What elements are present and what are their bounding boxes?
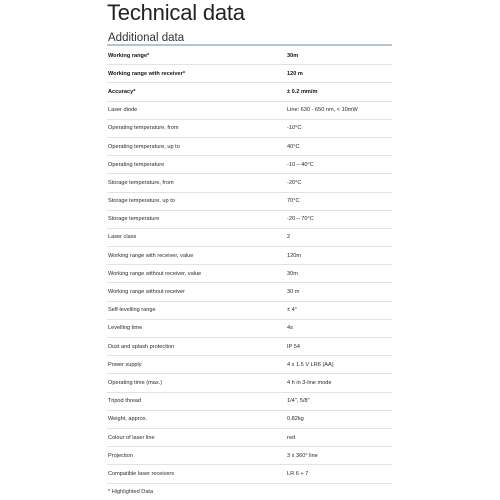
spec-row	[107, 301, 392, 319]
spec-value: 40°C	[287, 137, 392, 155]
spec-value: 120 m	[287, 65, 392, 83]
spec-row	[107, 465, 392, 483]
spec-value: -20°C	[287, 174, 392, 192]
spec-label: Self-levelling range	[107, 301, 287, 319]
spec-row	[107, 65, 392, 83]
spec-value: 4 x 1.5 V LR6 (AA)	[287, 356, 392, 374]
spec-label: Working range without receiver	[107, 283, 287, 301]
spec-label: Storage temperature, from	[107, 174, 287, 192]
spec-value: 0.82kg	[287, 410, 392, 428]
spec-row	[107, 428, 392, 446]
page-title: Technical data	[107, 0, 245, 25]
spec-value: ± 0.2 mm/m	[287, 83, 392, 101]
spec-label: Levelling time	[107, 319, 287, 337]
spec-row	[107, 319, 392, 337]
footnote: * Highlighted Data	[108, 489, 154, 495]
spec-row	[107, 192, 392, 210]
spec-row	[107, 210, 392, 228]
spec-table	[107, 47, 392, 484]
spec-row	[107, 119, 392, 137]
spec-label: Compatible laser receivers	[107, 465, 287, 483]
spec-label: Working range without receiver, value	[107, 265, 287, 283]
spec-label: Colour of laser line	[107, 428, 287, 446]
spec-row	[107, 410, 392, 428]
spec-label: Laser diode	[107, 101, 287, 119]
spec-row	[107, 356, 392, 374]
spec-label: Working range with receiver, value	[107, 247, 287, 265]
spec-label: Operating temperature, up to	[107, 137, 287, 155]
spec-label: Accuracy*	[107, 83, 287, 101]
spec-row	[107, 392, 392, 410]
section-title: Additional data	[108, 32, 185, 44]
spec-label: Working range*	[107, 47, 287, 65]
spec-table-body	[107, 47, 392, 483]
spec-label: Operating time (max.)	[107, 374, 287, 392]
spec-row	[107, 228, 392, 246]
section-divider	[107, 44, 392, 46]
spec-value: 70°C	[287, 192, 392, 210]
spec-label: Operating temperature, from	[107, 119, 287, 137]
spec-value: 30m	[287, 265, 392, 283]
spec-label: Power supply	[107, 356, 287, 374]
spec-value: 30m	[287, 47, 392, 65]
spec-value: 4 h in 3-line mode	[287, 374, 392, 392]
spec-row	[107, 174, 392, 192]
spec-value: 2	[287, 228, 392, 246]
spec-value: 120m	[287, 247, 392, 265]
spec-row	[107, 156, 392, 174]
spec-value: ± 4°	[287, 301, 392, 319]
spec-value: 3 x 360° line	[287, 447, 392, 465]
spec-row	[107, 265, 392, 283]
spec-value: 1/4", 5/8"	[287, 392, 392, 410]
spec-row	[107, 83, 392, 101]
spec-value: IP 54	[287, 338, 392, 356]
spec-row	[107, 338, 392, 356]
spec-label: Weight, approx.	[107, 410, 287, 428]
spec-label: Laser class	[107, 228, 287, 246]
spec-value: Line: 630 - 650 nm, < 10mW	[287, 101, 392, 119]
spec-row	[107, 374, 392, 392]
spec-row	[107, 47, 392, 65]
spec-value: 4s	[287, 319, 392, 337]
spec-value: LR 6 + 7	[287, 465, 392, 483]
spec-row	[107, 101, 392, 119]
spec-row	[107, 247, 392, 265]
spec-label: Working range with receiver*	[107, 65, 287, 83]
spec-label: Projection	[107, 447, 287, 465]
spec-value: 30 m	[287, 283, 392, 301]
spec-label: Tripod thread	[107, 392, 287, 410]
spec-value: -10°C	[287, 119, 392, 137]
spec-label: Storage temperature, up to	[107, 192, 287, 210]
spec-label: Operating temperature	[107, 156, 287, 174]
spec-row	[107, 283, 392, 301]
spec-row	[107, 447, 392, 465]
spec-value: -10 – 40°C	[287, 156, 392, 174]
spec-value: -20 – 70°C	[287, 210, 392, 228]
spec-label: Dust and splash protection	[107, 338, 287, 356]
spec-row	[107, 137, 392, 155]
spec-label: Storage temperature	[107, 210, 287, 228]
spec-value: red	[287, 428, 392, 446]
